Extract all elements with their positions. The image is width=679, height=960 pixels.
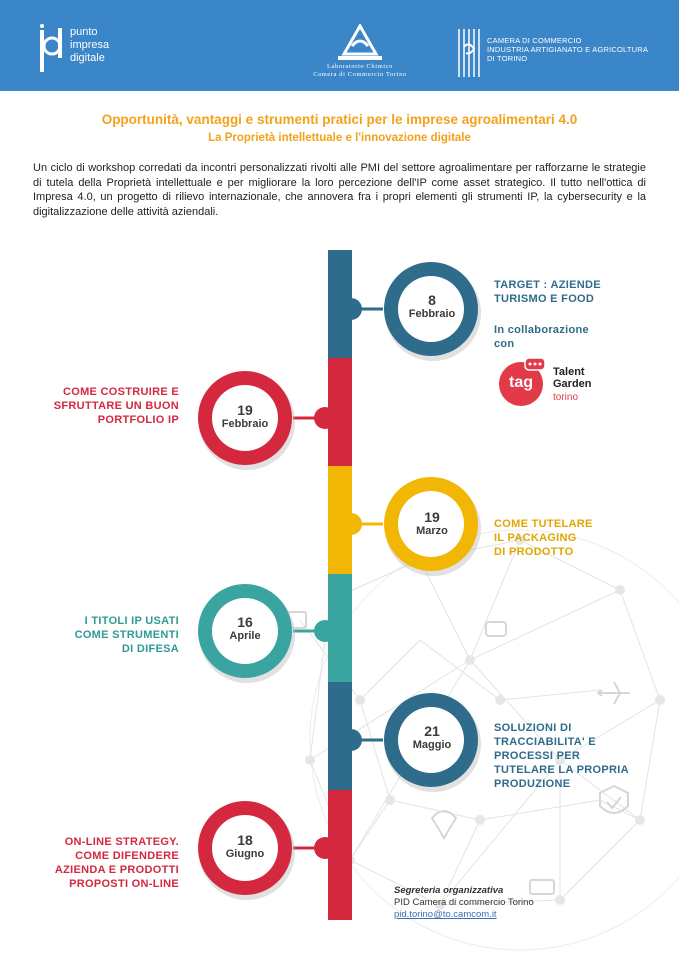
event-label-line: TUTELARE LA PROPRIA bbox=[494, 764, 629, 776]
event-label-line: PRODUZIONE bbox=[494, 778, 571, 790]
event-month: Maggio bbox=[412, 739, 452, 751]
event-label-line: PROCESSI PER bbox=[494, 750, 581, 762]
talent-garden-name bbox=[553, 366, 592, 390]
event-day: 21 bbox=[424, 723, 440, 739]
event-day: 16 bbox=[237, 614, 253, 630]
event-date-4 bbox=[205, 614, 285, 643]
event-label-line: COME DIFENDERE bbox=[75, 850, 179, 862]
event-date-1 bbox=[392, 292, 472, 321]
lab-text-line: Laboratorio Chimico bbox=[326, 63, 394, 70]
segreteria-heading: Segreteria organizzativa bbox=[394, 885, 504, 896]
event-label-line: DI DIFESA bbox=[121, 643, 179, 655]
talent-garden-line: Talent bbox=[553, 366, 585, 378]
event-label-line: SFRUTTARE UN BUON bbox=[53, 400, 179, 412]
event-label-line: SOLUZIONI DI bbox=[494, 722, 572, 734]
pid-text-line: digitale bbox=[70, 52, 105, 64]
event-month: Febbraio bbox=[408, 308, 456, 320]
talent-garden-torino: torino bbox=[553, 392, 579, 403]
event-label-line: COME COSTRUIRE E bbox=[62, 386, 179, 398]
pid-text-line: impresa bbox=[70, 39, 110, 51]
event-label-5 bbox=[494, 721, 629, 791]
event-day: 8 bbox=[428, 292, 436, 308]
cdc-text-line: INDUSTRIA ARTIGIANATO E AGRICOLTURA bbox=[487, 45, 649, 54]
event-label-2 bbox=[20, 385, 179, 427]
intro-paragraph: Un ciclo di workshop corredati da incontri personalizzati rivolti alle PMI del settore agroalimentare per rafforzarne le strategie di tutela della Proprietà intellettuale e per migliorare la loro percezione dell'IP come asset strategico. Il tutto nell'ottica di Impresa 4.0, un progetto di rilievo internazionale, che annovera fra i propri elementi gli strumenti IP, la cybersecurity e la digitalizzazione delle attività aziendali. bbox=[33, 162, 646, 218]
event-day: 18 bbox=[237, 832, 253, 848]
cdc-text-line: DI TORINO bbox=[487, 54, 528, 63]
event-day: 19 bbox=[424, 509, 440, 525]
event-month: Febbraio bbox=[221, 418, 269, 430]
event-label-line: TARGET : AZIENDE bbox=[494, 279, 601, 291]
event-date-5 bbox=[392, 723, 472, 752]
event-day: 19 bbox=[237, 402, 253, 418]
event-month: Giugno bbox=[225, 848, 265, 860]
event-date-2 bbox=[205, 402, 285, 431]
event-label-line: PROPOSTI ON-LINE bbox=[69, 878, 179, 890]
event-label-3 bbox=[494, 517, 593, 559]
event-label-line: DI PRODOTTO bbox=[494, 546, 574, 558]
cdc-text-line: CAMERA DI COMMERCIO bbox=[487, 36, 582, 45]
event-label-line: COME TUTELARE bbox=[494, 518, 593, 530]
event-date-6 bbox=[205, 832, 285, 861]
collab-label bbox=[494, 323, 589, 351]
event-month: Aprile bbox=[229, 630, 261, 642]
event-label-line: I TITOLI IP USATI bbox=[84, 615, 179, 627]
segreteria-block bbox=[394, 885, 534, 921]
pid-text-line: punto bbox=[70, 26, 98, 38]
event-label-line: TRACCIABILITA' E bbox=[494, 736, 596, 748]
page-title: Opportunità, vantaggi e strumenti pratici per le imprese agroalimentari 4.0 bbox=[101, 112, 578, 127]
event-label-6 bbox=[20, 835, 179, 891]
tag-logo-word: tag bbox=[509, 374, 533, 391]
segreteria-name: PID Camera di commercio Torino bbox=[394, 897, 534, 908]
event-label-line: TURISMO E FOOD bbox=[494, 293, 595, 305]
event-label-line: ON-LINE STRATEGY. bbox=[64, 836, 179, 848]
event-label-line: PORTFOLIO IP bbox=[97, 414, 179, 426]
lab-text-line: Camera di Commercio Torino bbox=[313, 71, 407, 78]
event-label-4 bbox=[20, 614, 179, 656]
collab-label-line: In collaborazione bbox=[494, 324, 589, 336]
event-label-line: COME STRUMENTI bbox=[74, 629, 179, 641]
segreteria-email-link[interactable]: pid.torino@to.camcom.it bbox=[394, 909, 497, 920]
event-date-3 bbox=[392, 509, 472, 538]
event-month: Marzo bbox=[416, 525, 448, 537]
event-label-line: IL PACKAGING bbox=[494, 532, 577, 544]
collab-label-line: con bbox=[494, 338, 515, 350]
event-label-line: AZIENDA E PRODOTTI bbox=[54, 864, 179, 876]
page-subtitle: La Proprietà intellettuale e l'innovazione digitale bbox=[208, 132, 471, 144]
event-label-1 bbox=[494, 278, 601, 306]
talent-garden-line: Garden bbox=[553, 378, 592, 390]
